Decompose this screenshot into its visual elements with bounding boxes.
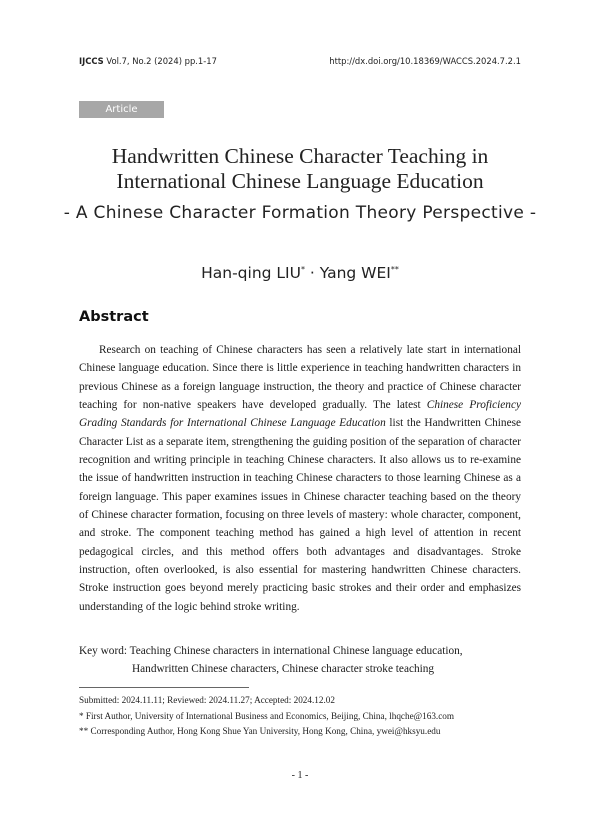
first-author-note: * First Author, University of International Business and Economics, Beijing, China, lhqche@163.com [79,710,455,721]
footnote-divider [79,687,249,688]
abstract-italic-title: Chinese Proficiency Grading Standards for International Chinese Language Education [79,399,521,430]
abstract-part-2: list the Handwritten Chinese Character List as a separate item, strengthening the guiding position of the separation of character recognition and writing principle in teaching Chinese characters. It also allows us to re-examine the issue of handwritten instruction in teaching Chinese characters to those learning Chinese as a foreign language. This paper examines issues in Chinese character teaching based on the theory of Chinese character formation, focusing on three levels of mastery: whole character, component, and stroke. The component teaching method has gained a high level of attention in recent pedagogical circles, and this method offers both advantages and disadvantages. Stroke instruction, often overlooked, is also essential for mastering handwritten Chinese characters. Stroke instruction goes beyond merely practicing basic strokes and their order and emphasizes understanding of the logic behind stroke writing. [79,417,521,613]
abstract-text [79,341,521,616]
page-number: - 1 - [291,770,309,781]
doi-link[interactable]: http://dx.doi.org/10.18369/WACCS.2024.7.2.1 [329,56,521,66]
second-author: Yang WEI [319,264,391,282]
running-header [79,56,521,70]
keywords-label: Key word: [79,645,128,657]
abstract-heading: Abstract [79,309,149,325]
first-author: Han-qing LIU [201,264,301,282]
second-author-mark: ** [390,264,399,274]
footnotes [79,693,529,740]
keywords-line-1: Teaching Chinese characters in international Chinese language education, [127,645,463,657]
journal-citation [79,56,217,66]
corresponding-author-note: ** Corresponding Author, Hong Kong Shue Yan University, Hong Kong, China, ywei@hksyu.edu [79,726,441,736]
article-type-badge: Article [79,101,164,118]
journal-issue: Vol.7, No.2 (2024) pp.1-17 [106,56,217,66]
paper-subtitle: - A Chinese Character Formation Theory Perspective - [63,203,537,223]
keywords [79,642,529,678]
submission-dates: Submitted: 2024.11.11; Reviewed: 2024.11.27; Accepted: 2024.12.02 [79,695,335,705]
first-author-mark: * [300,264,305,274]
title-line-2: International Chinese Language Education [116,169,484,193]
abstract-part-1: Research on teaching of Chinese characters has seen a relatively late start in international Chinese language education. Since there is little experience in teaching handwritten characters in previous Chinese as a foreign language instruction, the theory and practice of Chinese character teaching for non-native speakers have developed gradually. The latest [79,344,521,412]
paper-title [40,144,560,194]
author-line [0,264,600,282]
keywords-line-2: Handwritten Chinese characters, Chinese character stroke teaching [132,663,435,675]
author-separator: · [304,264,320,282]
journal-name: IJCCS [79,56,104,66]
title-line-1: Handwritten Chinese Character Teaching in [111,144,489,168]
